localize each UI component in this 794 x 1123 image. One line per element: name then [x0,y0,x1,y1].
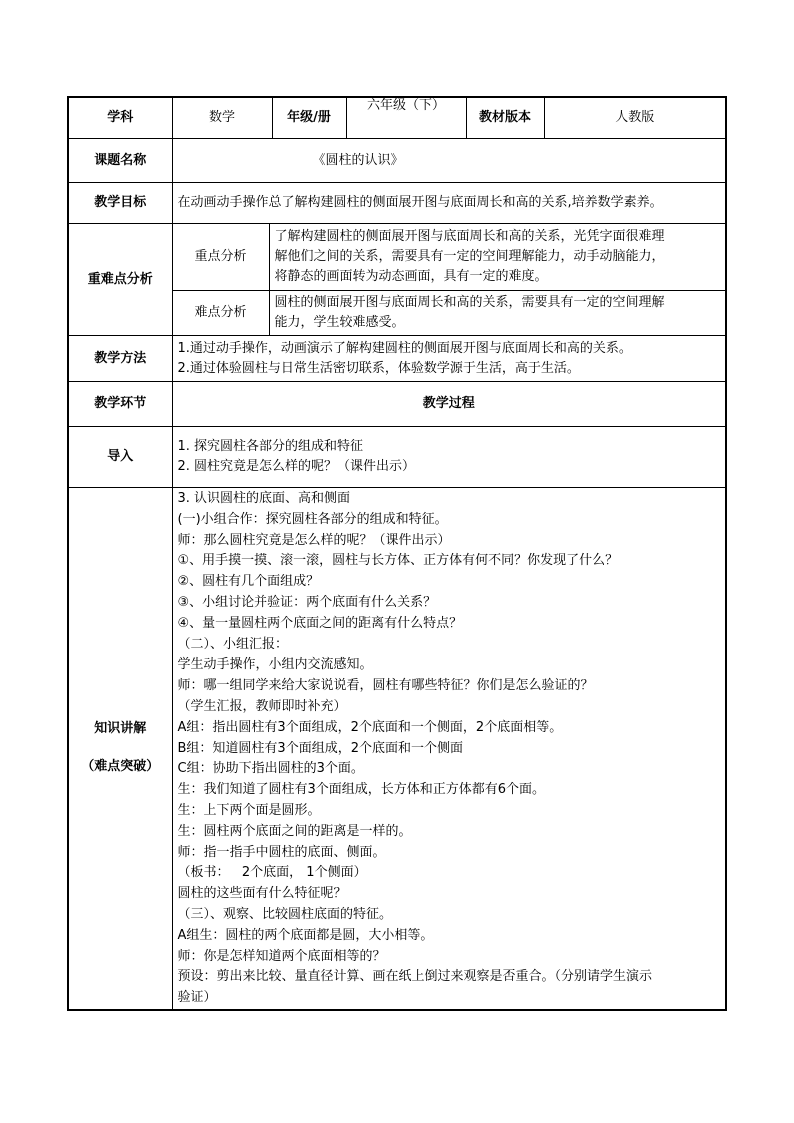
topic-row [68,139,726,183]
intro-label: 导入 [68,427,172,488]
knowledge-line: 生：圆柱两个底面之间的距离是一样的。 [177,823,412,839]
hard-point-line: 能力，学生较难感受。 [274,315,405,330]
hard-point-label: 难点分析 [173,291,270,336]
intro-row [68,427,726,488]
knowledge-line: C组：协助下指出圆柱的3个面。 [177,761,364,777]
method-line: 2.通过体验圆柱与日常生活密切联系，体验数学源于生活，高于生活。 [177,360,580,376]
edition-value: 人教版 [544,97,726,139]
knowledge-line: 师：指一指手中圆柱的底面、侧面。 [177,844,386,860]
method-text [172,336,726,382]
knowledge-line: 师：你是怎样知道两个底面相等的？ [177,948,386,964]
knowledge-line: 圆柱的这些面有什么特征呢？ [177,886,347,902]
knowledge-line: 学生动手操作，小组内交流感知。 [177,657,373,673]
knowledge-line: （板书： 2个底面， 1个侧面） [177,865,367,881]
knowledge-sublabel: （难点突破） [81,759,160,775]
key-point-text [269,224,725,291]
steps-row [68,382,726,427]
key-point-line: 解他们之间的关系，需要具有一定的空间理解能力，动手动脑能力， [274,249,665,264]
knowledge-line: ④、量一量圆柱两个底面之间的距离有什么特点？ [177,615,463,631]
knowledge-line: ③、小组讨论并验证：两个底面有什么关系？ [177,594,437,610]
header-row [68,97,726,139]
knowledge-line: 3. 认识圆柱的底面、高和侧面 [177,491,351,506]
key-point-line: 将静态的画面转为动态画面，具有一定的难度。 [274,269,548,284]
difficulty-label: 重难点分析 [68,224,172,336]
key-point-line: 了解构建圆柱的侧面展开图与底面周长和高的关系，光凭字面很难理 [274,229,665,244]
key-point-row [173,224,726,291]
goal-label: 教学目标 [68,183,172,224]
process-label: 教学过程 [172,382,726,427]
knowledge-line: A组生：圆柱的两个底面都是圆，大小相等。 [177,927,434,943]
hard-point-line: 圆柱的侧面展开图与底面周长和高的关系，需要具有一定的空间理解 [274,295,665,310]
hard-point-text [269,291,725,336]
method-label: 教学方法 [68,336,172,382]
intro-line: 1. 探究圆柱各部分的组成和特征 [177,439,364,454]
intro-line: 2. 圆柱究竟是怎么样的呢？（课件出示） [177,459,416,474]
knowledge-line: ①、用手摸一摸、滚一滚，圆柱与长方体、正方体有何不同？你发现了什么？ [177,553,619,569]
difficulty-cell [172,224,726,336]
goal-value: 在动画动手操作总了解构建圆柱的侧面展开图与底面周长和高的关系,培养数学素养。 [172,183,726,224]
lesson-plan-table [67,96,727,1011]
knowledge-text [172,488,726,1010]
knowledge-line: 验证） [177,990,217,1006]
hard-point-row [173,291,726,336]
edition-label: 教材版本 [466,97,544,139]
knowledge-line: 生：我们知道了圆柱有3个面组成，长方体和正方体都有6个面。 [177,782,546,798]
knowledge-line: 师：那么圆柱究竟是怎么样的呢？（课件出示） [177,532,451,548]
knowledge-line: B组：知道圆柱有3个面组成，2个底面和一个侧面 [177,740,463,756]
knowledge-line: ②、圆柱有几个面组成？ [177,574,320,590]
knowledge-line: 生：上下两个面是圆形。 [177,802,321,818]
topic-label: 课题名称 [68,139,172,183]
grade-label: 年级/册 [272,97,346,139]
key-point-label: 重点分析 [173,224,270,291]
knowledge-label-cell [68,488,172,1010]
grade-value: 六年级（下） [346,97,466,139]
knowledge-line: (一)小组合作：探究圆柱各部分的组成和特征。 [177,511,448,527]
subject-label: 学科 [68,97,172,139]
method-line: 1.通过动手操作，动画演示了解构建圆柱的侧面展开图与底面周长和高的关系。 [177,340,632,356]
knowledge-line: A组：指出圆柱有3个面组成，2个底面和一个侧面，2个底面相等。 [177,719,563,735]
topic-value: 《圆柱的认识》 [172,139,726,183]
method-row [68,336,726,382]
steps-label: 教学环节 [68,382,172,427]
goal-row [68,183,726,224]
knowledge-row [68,488,726,1010]
intro-text [172,427,726,488]
knowledge-line: 预设：剪出来比较、量直径计算、画在纸上倒过来观察是否重合。（分别请学生演示 [177,969,653,985]
difficulty-row [68,224,726,336]
knowledge-line: （学生汇报，教师即时补充） [177,698,347,714]
lesson-plan-document [67,96,725,1011]
knowledge-line: （三）、观察、比较圆柱底面的特征。 [177,906,393,922]
subject-value: 数学 [172,97,272,139]
knowledge-line: 师：哪一组同学来给大家说说看，圆柱有哪些特征？你们是怎么验证的？ [177,678,594,694]
knowledge-label: 知识讲解 [94,721,147,737]
difficulty-inner-table [173,224,726,335]
knowledge-line: （二）、小组汇报： [177,636,289,652]
